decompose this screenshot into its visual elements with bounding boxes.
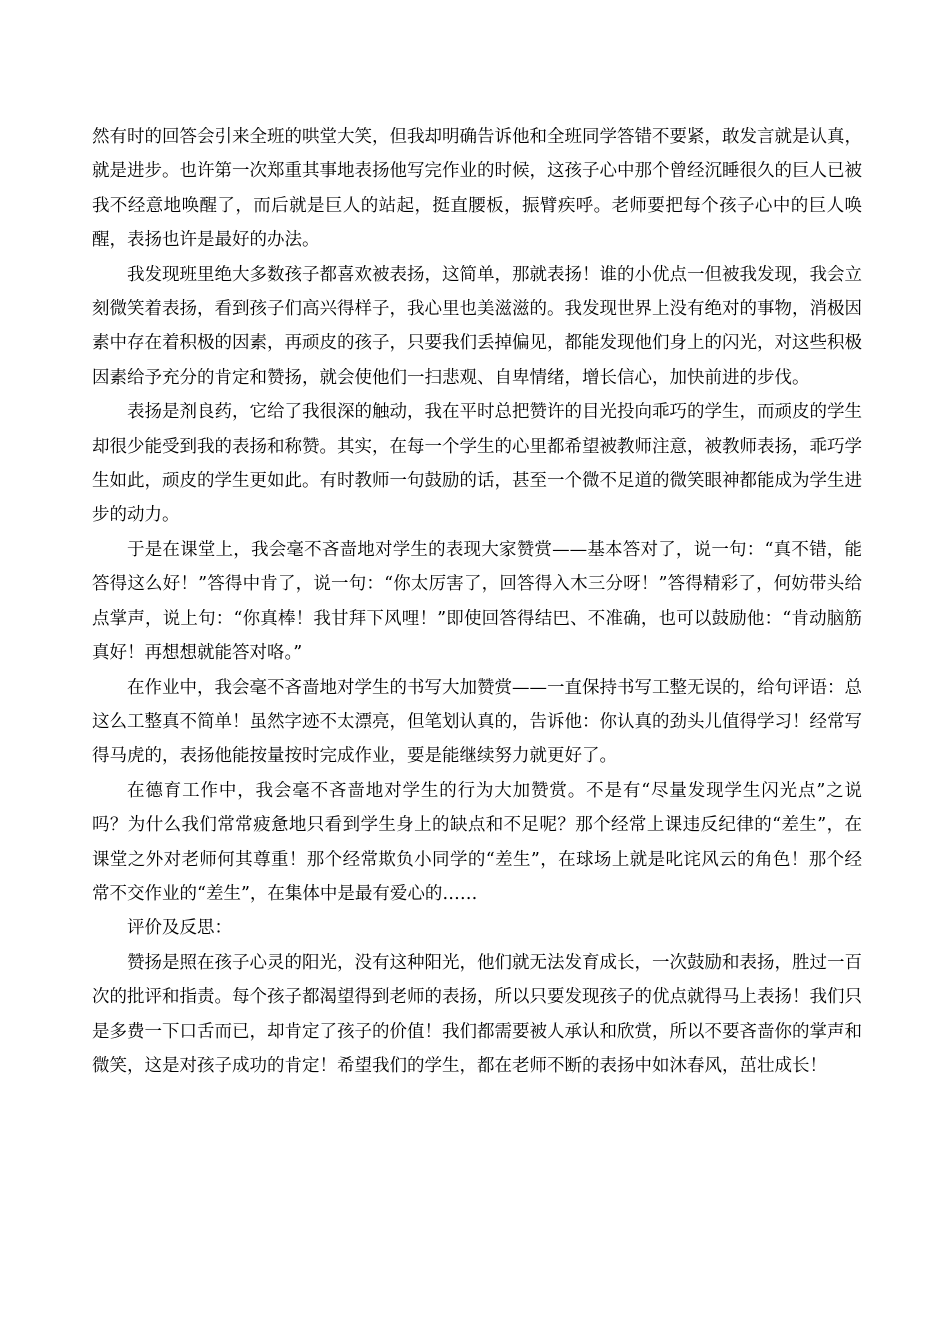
paragraph-praise-medicine: 表扬是剂良药，它给了我很深的触动，我在平时总把赞许的目光投向乖巧的学生，而顽皮的学生却很少能受到我的表扬和称赞。其实，在每一个学生的心里都希望被教师注意，被教师表扬，乖巧学生如此，顽皮的学生更如此。有时教师一句鼓励的话，甚至一个微不足道的微笑眼神都能成为学生进步的动力。 [92, 402, 862, 526]
paragraph-homework-praise: 在作业中，我会毫不吝啬地对学生的书写大加赞赏——一直保持书写工整无误的，给句评语：总这么工整真不简单！虽然字迹不太漂亮，但笔划认真的，告诉他：你认真的劲头儿值得学习！经常写得马虎的，表扬他能按量按时完成作业，要是能继续努力就更好了。 [92, 677, 862, 767]
paragraph-praise-discovery: 我发现班里绝大多数孩子都喜欢被表扬，这简单，那就表扬！谁的小优点一但被我发现，我会立刻微笑着表扬，看到孩子们高兴得样子，我心里也美滋滋的。我发现世界上没有绝对的事物，消极因素中存在着积极的因素，再顽皮的孩子，只要我们丢掉偏见，都能发现他们身上的闪光，对这些积极因素给予充分的肯定和赞扬，就会使他们一扫悲观、自卑情绪，增长信心，加快前进的步伐。 [92, 264, 862, 388]
document-body [92, 120, 862, 1083]
paragraph-moral-education: 在德育工作中，我会毫不吝啬地对学生的行为大加赞赏。不是有“尽量发现学生闪光点”之说吗？为什么我们常常疲惫地只看到学生身上的缺点和不足呢？那个经常上课违反纪律的“差生”，在课堂之外对老师何其尊重！那个经常欺负小同学的“差生”，在球场上就是叱诧风云的角色！那个经常不交作业的“差生”，在集体中是最有爱心的…… [92, 780, 862, 904]
paragraph-classroom-praise: 于是在课堂上，我会毫不吝啬地对学生的表现大家赞赏——基本答对了，说一句：“真不错，能答得这么好！”答得中肯了，说一句：“你太厉害了，回答得入木三分呀！”答得精彩了，何妨带头给点掌声，说上句：“你真棒！我甘拜下风哩！”即使回答得结巴、不准确，也可以鼓励他：“肯动脑筋真好！再想想就能答对咯。” [92, 539, 862, 664]
paragraph-reflection: 赞扬是照在孩子心灵的阳光，没有这种阳光，他们就无法发育成长，一次鼓励和表扬，胜过一百次的批评和指责。每个孩子都渴望得到老师的表扬，所以只要发现孩子的优点就得马上表扬！我们只是多费一下口舌而已，却肯定了孩子的价值！我们都需要被人承认和欣赏，所以不要吝啬你的掌声和微笑，这是对孩子成功的肯定！希望我们的学生，都在老师不断的表扬中如沐春风，茁壮成长！ [92, 952, 862, 1076]
paragraph-continuation: 然有时的回答会引来全班的哄堂大笑，但我却明确告诉他和全班同学答错不要紧，敢发言就是认真，就是进步。也许第一次郑重其事地表扬他写完作业的时候，这孩子心中那个曾经沉睡很久的巨人已被我不经意地唤醒了，而后就是巨人的站起，挺直腰板，振臂疾呼。老师要把每个孩子心中的巨人唤醒，表扬也许是最好的办法。 [92, 127, 862, 251]
section-heading-reflection: 评价及反思： [127, 918, 232, 939]
